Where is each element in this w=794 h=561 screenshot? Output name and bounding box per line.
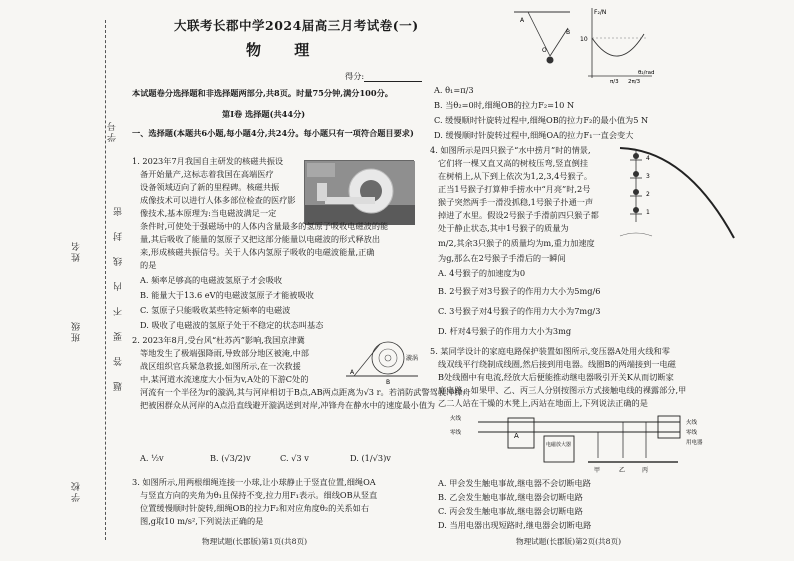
school-label: 学校 [72, 480, 82, 502]
q3-option-b: B. 当θ₂=0时,细绳OB的拉力F₂=10 N [434, 100, 575, 110]
graph-x-tick: π/3 [610, 79, 619, 85]
seal-word: 线 [114, 255, 124, 266]
q5-line: 乙二人站在干燥的木凳上,丙站在地面上,下列说法正确的是 [438, 398, 648, 408]
seal-word: 封 [114, 230, 124, 241]
q5-option-d: D. 当用电器出现短路时,继电器会切断电路 [438, 520, 592, 530]
q2-option-c: C. √3 v [280, 453, 309, 463]
q3-line: 3. 如图所示,用两根细绳连接一小球,让小球静止于竖直位置,细绳OA [132, 477, 376, 487]
mri-photo [304, 160, 414, 224]
q5-line: 5. 某同学设计的家庭电路保护装置如图所示,变压器A处用火线和零 [430, 346, 670, 356]
q4-option-b: B. 2号猴子对3号猴子的作用力大小为5mg/6 [438, 286, 601, 296]
seal-word: 要 [114, 330, 124, 341]
q1-option-c: C. 氢原子只能吸收某些特定频率的电磁波 [140, 305, 291, 315]
q3-line: 位置缓慢顺时针旋转,细绳OB的拉力F₂和对应角度θ₂的关系如右 [140, 503, 370, 513]
q4-line: 处于静止状态,其中1号猴子的质量为 [438, 223, 569, 233]
q4-line: m/2,其余3只猴子的质量均为m,重力加速度 [438, 238, 595, 248]
score-field[interactable] [345, 70, 422, 82]
q1-line: 来,形成核磁共振信号。关于人体内氢原子吸收的电磁波能量,正确 [140, 247, 375, 257]
circuit-label-appliance: 用电器 [686, 440, 703, 446]
q1-line: 1. 2023年7月我国自主研发的核磁共振设 [132, 156, 284, 166]
q2-option-d: D. (1/√3)v [350, 453, 391, 463]
circuit-diagram [448, 410, 748, 476]
q3-option-c: C. 缓慢顺时针旋转过程中,细绳OB的拉力F₂的最小值为5 N [434, 115, 649, 125]
page-footer-right: 物理试题(长郡版)第2页(共8页) [516, 537, 622, 546]
svg-text:A: A [520, 17, 525, 24]
seal-line [105, 20, 106, 540]
q4-line: 掉进了水里。假设2号猴子手滑前四只猴子都 [438, 210, 599, 220]
seal-word: 内 [114, 280, 124, 291]
exam-intro: 本试题卷分选择题和非选择题两部分,共8页。时量75分钟,满分100分。 [132, 88, 393, 98]
q2-line: 2. 2023年8月,受台风“杜苏芮”影响,我国京津冀 [132, 335, 305, 345]
svg-text:2: 2 [646, 191, 650, 198]
q2-line: 战区组织官兵紧急救援,如图所示,在一次救援 [140, 361, 301, 371]
exam-title: 大联考长郡中学2024届高三月考试卷(一) [174, 18, 419, 33]
q4-line: 它们将一棵又直又高的树枝压弯,竖直倒挂 [438, 158, 588, 168]
class-label: 班级 [72, 320, 82, 342]
q1-line: 条件时,可使处于强磁场中的人体内含量最多的氢原子吸收电磁波的能 [140, 221, 389, 231]
q5-line: B处线圈中有电流,经放大后便能推动继电器吸引开关K从而切断家 [438, 372, 674, 382]
circuit-label-neutral: 零线 [450, 430, 462, 436]
q1-line: 设备领域迈向了新的里程碑。核磁共振 [140, 182, 280, 192]
q3-diagrams [506, 4, 656, 84]
q2-line: 河流有一个半径为r的漩涡,其与河岸相切于B点,AB两点距离为√3 r。若消防武警驾驶冲锋舟 [140, 387, 471, 397]
score-label: 得分: [345, 71, 365, 81]
name-label: 姓名 [72, 240, 82, 262]
q4-option-a: A. 4号猴子的加速度为0 [438, 268, 526, 278]
q1-option-b: B. 能量大于13.6 eV的电磁波氢原子才能被吸收 [140, 290, 314, 300]
seal-word: 答 [114, 355, 124, 366]
person-yi: 乙 [619, 467, 626, 474]
q2-line: 等地发生了极端强降雨,导致部分地区被淹,中部 [140, 348, 309, 358]
part1-title: 第Ⅰ卷 选择题(共44分) [222, 109, 306, 119]
q1-line: 量,其后吸收了能量的氢原子又把这部分能量以电磁波的形式释放出 [140, 234, 381, 244]
q3-option-d: D. 缓慢顺时针旋转过程中,细绳OA的拉力F₁一直会变大 [434, 130, 634, 140]
circuit-label-neutral-right: 零线 [686, 430, 698, 436]
svg-text:3: 3 [646, 173, 650, 180]
circuit-label-live-right: 火线 [686, 420, 698, 426]
score-blank[interactable] [364, 73, 422, 82]
q1-option-a: A. 频率足够高的电磁波氢原子才会吸收 [140, 275, 283, 285]
q2-option-a: A. ½v [140, 453, 164, 463]
seal-word: 密 [114, 205, 124, 216]
q1-option-d: D. 吸收了电磁波的氢原子处于不稳定的状态叫基态 [140, 320, 324, 330]
q4-line: 4. 如图所示是四只猴子“水中捞月”时的情景, [430, 145, 591, 155]
q4-line: 猴子突然两手一滑没抓稳,1号猴子扑通一声 [438, 197, 594, 207]
q1-line: 像技术,基本原理为:当电磁波满足一定 [140, 208, 277, 218]
monkey-branch-diagram [616, 140, 738, 244]
mri-machine-illustration [305, 161, 415, 225]
q4-line: 为g,那么在2号猴子手滑后的一瞬间 [438, 253, 566, 263]
q1-line: 备开始量产,这标志着我国在高端医疗 [140, 169, 274, 179]
graph-x-axis-label: θ₂/rad [638, 70, 655, 76]
vortex-label: 漩涡 [406, 355, 419, 362]
q4-line: 在树梢上,从下到上依次为1,2,3,4号猴子。 [438, 171, 593, 181]
section1-heading: 一、选择题(本题共6小题,每小题4分,共24分。每小题只有一项符合题目要求) [132, 128, 414, 138]
q5-line: 线双线平行绕制成线圈,然后接到用电器。线圈B的两端接到一电磁 [438, 359, 676, 369]
q4-option-d: D. 杆对4号猴子的作用力大小为3mg [438, 326, 572, 336]
q5-option-c: C. 丙会发生触电事故,继电器会切断电路 [438, 506, 583, 516]
svg-text:B: B [566, 29, 571, 36]
subject-title: 物 理 [246, 41, 324, 59]
binding-strip [0, 0, 130, 561]
q1-line: 成像技术可以进行人体多部位检查的医疗影 [140, 195, 296, 205]
q3-line: 与竖直方向的夹角为θ₁且保持不变,拉力用F₁表示。细线OB从竖直 [140, 490, 378, 500]
q5-line: 庭电路。如果甲、乙、丙三人分别按图示方式接触电线的裸露部分,甲 [438, 385, 687, 395]
circuit-label-live: 火线 [450, 416, 462, 422]
q2-line: 把被困群众从河岸的A点沿直线避开漩涡送到对岸,冲锋舟在静水中的速度最小值为 [140, 400, 436, 410]
person-jia: 甲 [594, 467, 601, 474]
svg-text:A: A [350, 369, 355, 376]
graph-y-value: 10 [580, 36, 588, 43]
svg-text:4: 4 [646, 155, 650, 162]
page-footer-left: 物理试题(长郡版)第1页(共8页) [202, 537, 308, 546]
q2-line: 中,某河道水流速度大小恒为v,A处的下游C处的 [140, 374, 309, 384]
q2-option-b: B. (√3/2)v [210, 453, 251, 463]
person-bing: 丙 [642, 467, 649, 474]
q3-option-a: A. θ₁=π/3 [434, 85, 474, 95]
q5-option-b: B. 乙会发生触电事故,继电器会切断电路 [438, 492, 583, 502]
seal-word: 不 [114, 305, 124, 316]
seal-word: 题 [114, 380, 124, 391]
q5-option-a: A. 甲会发生触电事故,继电器不会切断电路 [438, 478, 591, 488]
graph-x-tick: 2π/3 [628, 79, 641, 85]
q3-line: 图,g取10 m/s²,下列说法正确的是 [140, 516, 264, 526]
student-id-label: 学号 [108, 120, 118, 142]
q4-option-c: C. 3号猴子对4号猴子的作用力大小为7mg/3 [438, 306, 601, 316]
vortex-diagram [344, 330, 420, 386]
svg-text:B: B [386, 379, 391, 386]
svg-text:A: A [514, 432, 519, 440]
graph-y-axis-label: F₂/N [594, 9, 607, 16]
circuit-label-amplifier: 电磁放大器 [546, 442, 572, 448]
svg-text:O: O [542, 47, 547, 54]
q4-line: 正当1号猴子打算伸手捞水中“月亮”时,2号 [438, 184, 591, 194]
svg-text:1: 1 [646, 209, 650, 216]
q1-line: 的是 [140, 260, 157, 270]
